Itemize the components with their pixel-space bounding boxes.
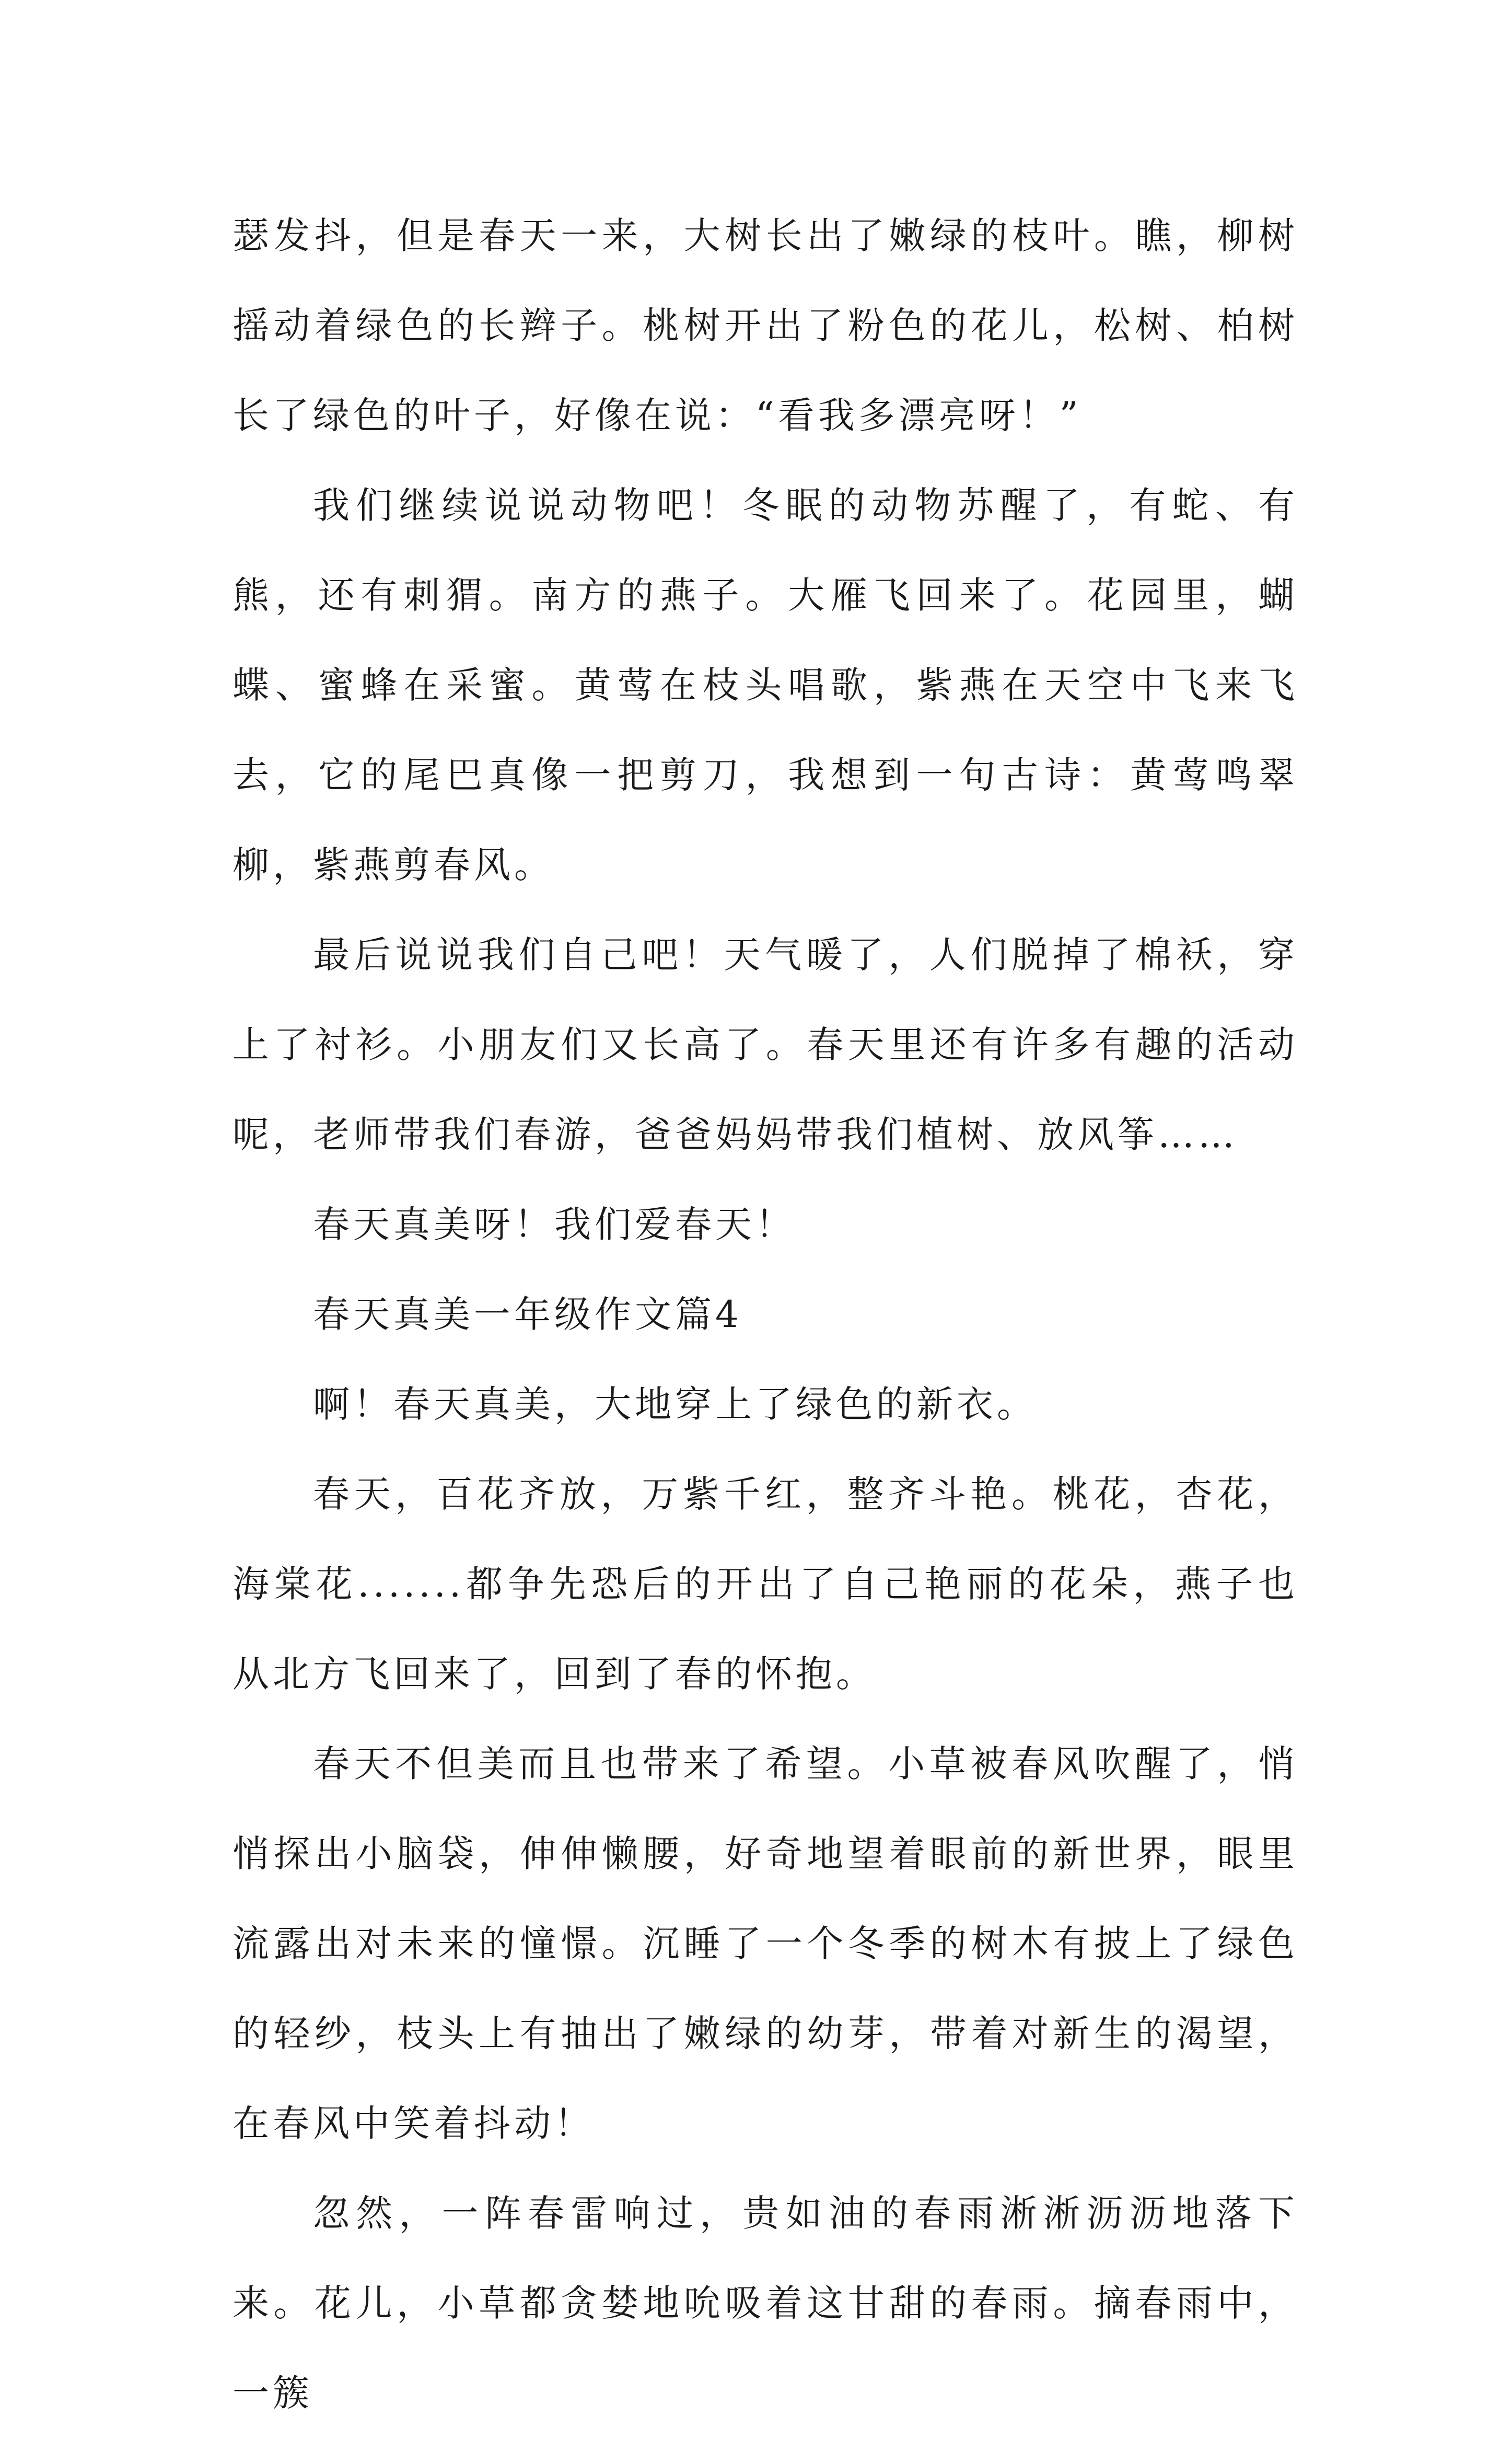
paragraph-6: 春天，百花齐放，万紫千红，整齐斗艳。桃花，杏花，海棠花.......都争先恐后的开出了自己艳丽的花朵，燕子也从北方飞回来了，回到了春的怀抱。 xyxy=(232,1473,1298,1695)
document-body xyxy=(232,191,1298,2438)
paragraph-7: 春天不但美而且也带来了希望。小草被春风吹醒了，悄悄探出小脑袋，伸伸懒腰，好奇地望着眼前的新世界，眼里流露出对未来的憧憬。沉睡了一个冬季的树木有披上了绿色的轻纱，枝头上有抽出了嫩绿的幼芽，带着对新生的渴望，在春风中笑着抖动！ xyxy=(232,1742,1298,2145)
paragraph-1: 瑟发抖，但是春天一来，大树长出了嫩绿的枝叶。瞧，柳树摇动着绿色的长辫子。桃树开出了粉色的花儿，松树、柏树长了绿色的叶子，好像在说：“看我多漂亮呀！” xyxy=(232,214,1298,437)
paragraph-3: 最后说说我们自己吧！天气暖了，人们脱掉了棉袄，穿上了衬衫。小朋友们又长高了。春天里还有许多有趣的活动呢，老师带我们春游，爸爸妈妈带我们植树、放风筝…… xyxy=(232,933,1298,1156)
paragraph-5: 啊！春天真美，大地穿上了绿色的新衣。 xyxy=(313,1383,1037,1426)
paragraph-4: 春天真美呀！我们爱春天！ xyxy=(313,1203,796,1246)
section-heading: 春天真美一年级作文篇4 xyxy=(313,1293,742,1336)
paragraph-8: 忽然，一阵春雷响过，贵如油的春雨淅淅沥沥地落下来。花儿，小草都贪婪地吮吸着这甘甜的春雨。摘春雨中，一簇 xyxy=(232,2192,1298,2414)
paragraph-2: 我们继续说说动物吧！冬眠的动物苏醒了，有蛇、有熊，还有刺猬。南方的燕子。大雁飞回来了。花园里，蝴蝶、蜜蜂在采蜜。黄莺在枝头唱歌，紫燕在天空中飞来飞去，它的尾巴真像一把剪刀，我想到一句古诗：黄莺鸣翠柳，紫燕剪春风。 xyxy=(232,484,1298,886)
